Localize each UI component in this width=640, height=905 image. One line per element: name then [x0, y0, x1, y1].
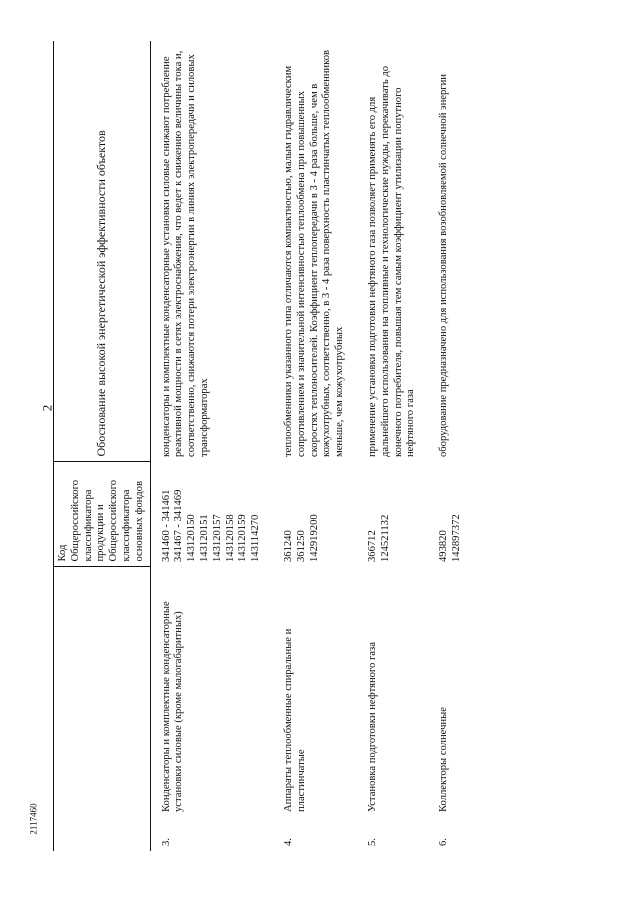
header-justification: Обоснование высокой энергетической эффективности объектов [54, 41, 151, 462]
code-value: 143120151 [198, 514, 210, 562]
row-justification: оборудование предназначено для использования возобновляемой солнечной энергии [438, 74, 450, 457]
row-number: 5. [366, 838, 378, 846]
equipment-table [53, 41, 474, 851]
table-row [357, 41, 428, 851]
code-value: 341467 - 341469 [173, 489, 185, 562]
page-number: 2 [39, 404, 55, 412]
row-number: 4. [282, 838, 294, 846]
document-id: 2117460 [28, 803, 39, 835]
row-codes [357, 462, 428, 567]
header-number-cell [54, 817, 151, 851]
table-row [150, 41, 273, 851]
code-value: 366712 [366, 530, 378, 562]
row-codes [428, 462, 474, 567]
code-value: 142897372 [450, 514, 462, 562]
row-name: Коллекторы солнечные [438, 707, 450, 812]
code-value: 143120158 [224, 514, 236, 562]
equipment-table-container [53, 41, 583, 851]
table-header-row [54, 41, 151, 851]
code-value: 143120157 [211, 514, 223, 562]
row-name: Аппараты теплообменные спиральные и пластинчатые [282, 628, 307, 812]
code-value: 143114270 [250, 514, 262, 562]
header-name-cell [54, 567, 151, 817]
row-codes [150, 462, 273, 567]
row-justification: применение установки подготовки нефтяного газа позволяет применять его для дальнейшего использования на топливные и технологические нужды, перекачивать до конечного потребителя, повышая тем самым коэффициент утилизации попутного нефтяного газа [366, 65, 417, 457]
row-name: Установка подготовки нефтяного газа [366, 642, 378, 812]
row-justification: теплообменники указанного типа отличаются компактностью, малым гидравлическим сопротивлением и значительной интенсивностью теплообмена при повышенных скоростях теплоносителей. Коэффициент теплопередачи в 3 - 4 раза больше, чем в кожухотрубных, соответственно, в 3 - 4 раза поверхность пластинчатых теплообменников меньше, чем кожухотрубных [282, 49, 346, 457]
table-row [428, 41, 474, 851]
row-number: 3. [160, 838, 172, 846]
code-value: 493820 [438, 530, 450, 562]
row-name: Конденсаторы и комплектные конденсаторные установки силовые (кроме малогабаритных) [160, 601, 185, 812]
code-value: 124521132 [379, 514, 391, 562]
code-value: 341460 - 341461 [160, 489, 172, 562]
code-value: 143120150 [186, 514, 198, 562]
row-number: 6. [438, 838, 450, 846]
code-value: 361240 [282, 530, 294, 562]
row-justification: конденсаторы и комплектные конденсаторные установки силовые снижают потребление реактивной мощности в сетях электроснабжения, что ведет к снижению величины тока и, соответственно, снижаются потери электроэнергии в линиях электропередачи и силовых трансформаторах [160, 50, 210, 457]
code-value: 361250 [295, 530, 307, 562]
header-code: Код Общероссийского классификатора продукции и Общероссийского классификатора основных фондов [54, 462, 151, 567]
code-value: 143120159 [237, 514, 249, 562]
code-value: 142919200 [308, 514, 320, 562]
row-codes [273, 462, 357, 567]
table-row [273, 41, 357, 851]
